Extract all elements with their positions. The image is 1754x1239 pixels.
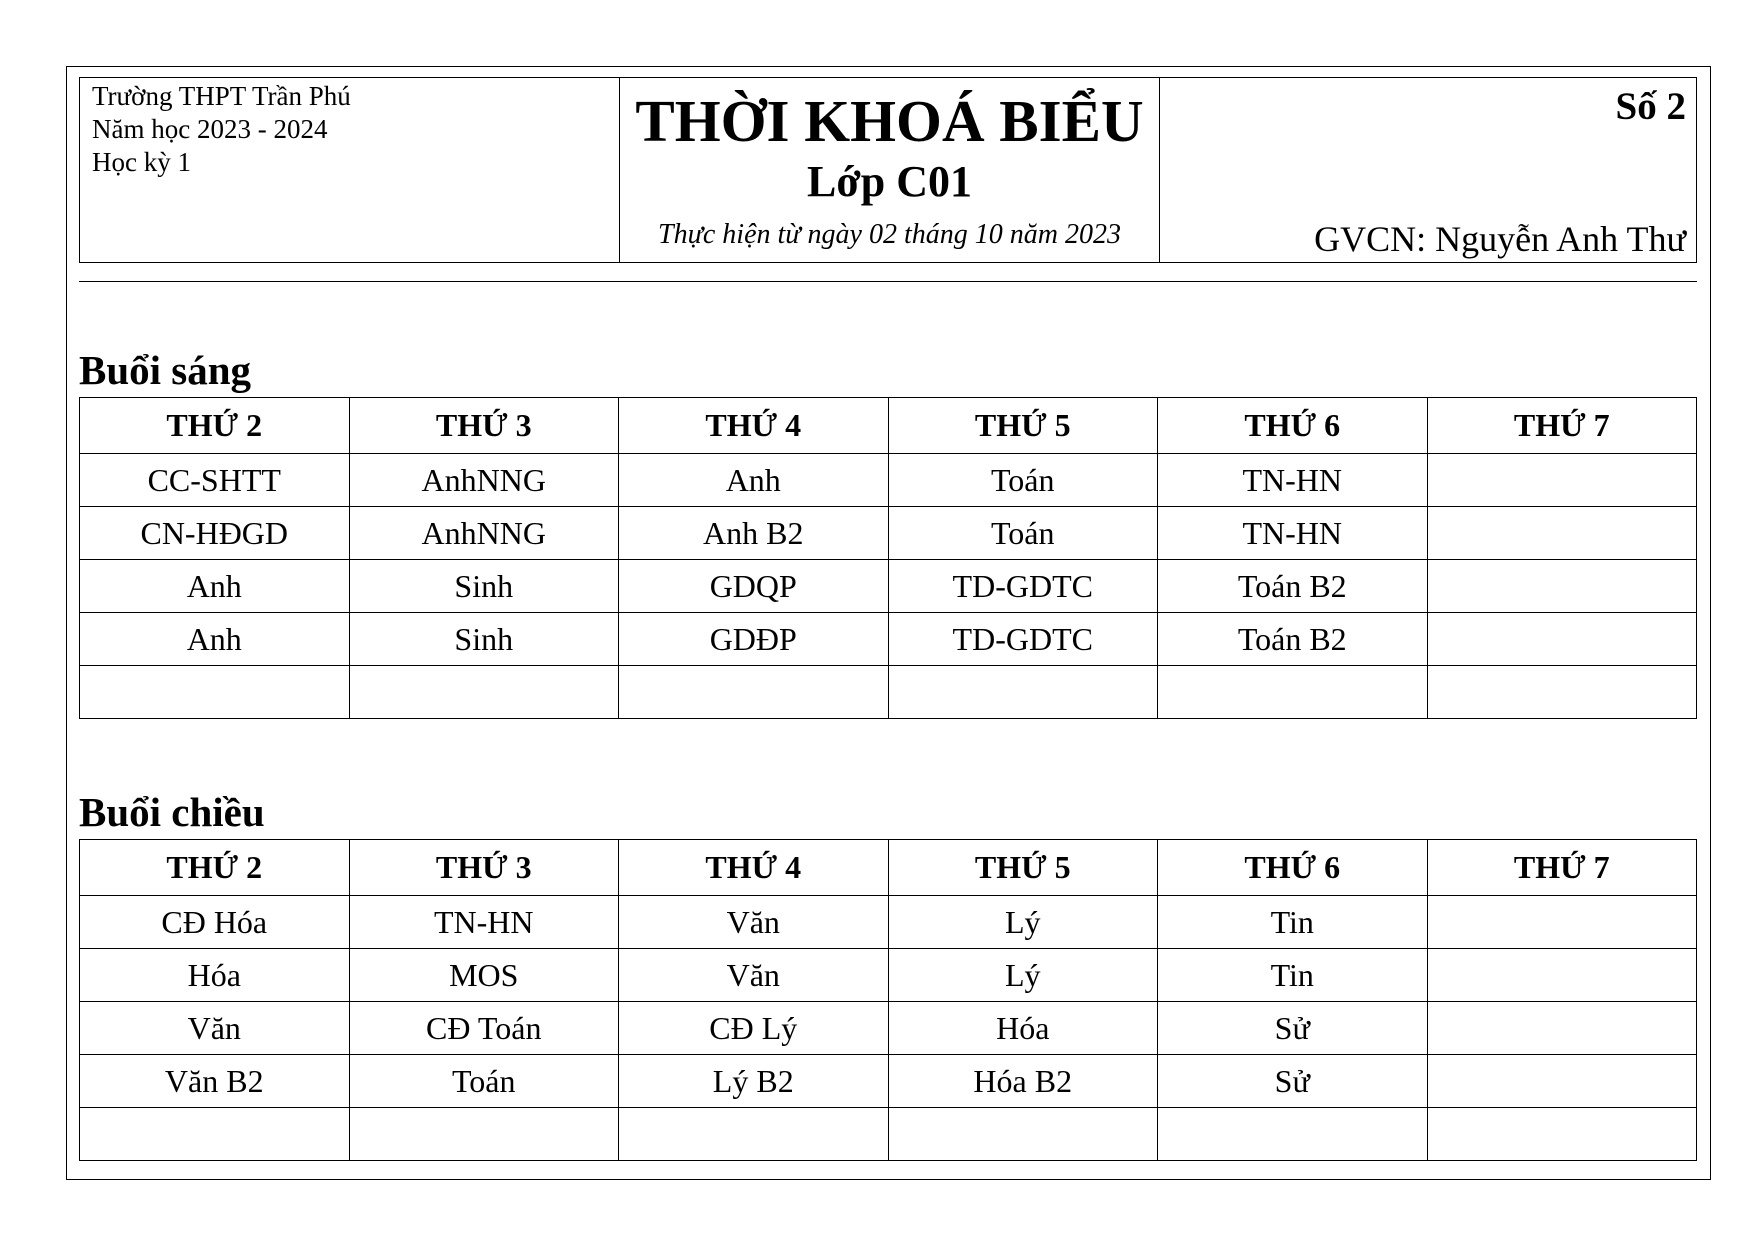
period-row — [80, 560, 1697, 613]
subject-cell — [1427, 1108, 1697, 1161]
day-header: THỨ 2 — [80, 398, 350, 454]
day-header: THỨ 4 — [619, 398, 889, 454]
school-term: Học kỳ 1 — [92, 147, 191, 177]
subject-cell — [1427, 949, 1697, 1002]
subject-cell: Anh — [80, 613, 350, 666]
period-row — [80, 613, 1697, 666]
subject-cell: Hóa — [888, 1002, 1158, 1055]
subject-cell: CĐ Toán — [349, 1002, 619, 1055]
subject-cell: Lý — [888, 896, 1158, 949]
page-title: THỜI KHOÁ BIỂU — [635, 88, 1144, 154]
period-row — [80, 1108, 1697, 1161]
subject-cell: Toán — [349, 1055, 619, 1108]
subject-cell — [349, 666, 619, 719]
subject-cell — [80, 666, 350, 719]
subject-cell: TN-HN — [1158, 454, 1428, 507]
period-row — [80, 1002, 1697, 1055]
period-row — [80, 454, 1697, 507]
school-year: Năm học 2023 - 2024 — [92, 114, 328, 144]
subject-cell: Toán B2 — [1158, 560, 1428, 613]
afternoon-timetable — [79, 839, 1697, 1161]
header-row — [80, 398, 1697, 454]
subject-cell: TD-GDTC — [888, 560, 1158, 613]
morning-session-title: Buổi sáng — [79, 347, 252, 393]
day-header: THỨ 7 — [1427, 840, 1697, 896]
day-header: THỨ 6 — [1158, 398, 1428, 454]
subject-cell: Văn — [619, 949, 889, 1002]
subject-cell: Sinh — [349, 560, 619, 613]
subject-cell: Toán B2 — [1158, 613, 1428, 666]
day-header: THỨ 5 — [888, 398, 1158, 454]
subject-cell — [1427, 507, 1697, 560]
period-row — [80, 949, 1697, 1002]
subject-cell: Hóa — [80, 949, 350, 1002]
subject-cell — [888, 1108, 1158, 1161]
subject-cell: MOS — [349, 949, 619, 1002]
afternoon-session-title: Buổi chiều — [79, 789, 265, 835]
subject-cell: AnhNNG — [349, 454, 619, 507]
subject-cell: Sử — [1158, 1055, 1428, 1108]
day-header: THỨ 3 — [349, 840, 619, 896]
class-name: Lớp C01 — [807, 157, 972, 206]
subject-cell: Văn B2 — [80, 1055, 350, 1108]
period-row — [80, 507, 1697, 560]
subject-cell: Tin — [1158, 949, 1428, 1002]
subject-cell: CĐ Lý — [619, 1002, 889, 1055]
day-header: THỨ 3 — [349, 398, 619, 454]
subject-cell — [1158, 1108, 1428, 1161]
subject-cell: GDĐP — [619, 613, 889, 666]
day-header: THỨ 4 — [619, 840, 889, 896]
subject-cell: Lý B2 — [619, 1055, 889, 1108]
subject-cell — [1427, 666, 1697, 719]
subject-cell — [349, 1108, 619, 1161]
morning-timetable — [79, 397, 1697, 719]
period-row — [80, 896, 1697, 949]
subject-cell — [1427, 1002, 1697, 1055]
period-row — [80, 1055, 1697, 1108]
period-row — [80, 666, 1697, 719]
subject-cell — [888, 666, 1158, 719]
header-row — [80, 840, 1697, 896]
subject-cell: Toán — [888, 507, 1158, 560]
document-info — [1159, 78, 1696, 262]
subject-cell: CC-SHTT — [80, 454, 350, 507]
subject-cell: Sử — [1158, 1002, 1428, 1055]
subject-cell: Toán — [888, 454, 1158, 507]
subject-cell: Văn — [80, 1002, 350, 1055]
day-header: THỨ 2 — [80, 840, 350, 896]
subject-cell: TD-GDTC — [888, 613, 1158, 666]
subject-cell: Lý — [888, 949, 1158, 1002]
subject-cell — [1427, 1055, 1697, 1108]
subject-cell — [619, 666, 889, 719]
subject-cell — [1158, 666, 1428, 719]
document-number: Số 2 — [1615, 85, 1686, 128]
subject-cell — [1427, 613, 1697, 666]
school-info — [80, 78, 619, 262]
subject-cell — [1427, 560, 1697, 613]
subject-cell: Sinh — [349, 613, 619, 666]
subject-cell: Anh B2 — [619, 507, 889, 560]
subject-cell: CĐ Hóa — [80, 896, 350, 949]
subject-cell: Văn — [619, 896, 889, 949]
subject-cell: TN-HN — [349, 896, 619, 949]
subject-cell — [619, 1108, 889, 1161]
day-header: THỨ 6 — [1158, 840, 1428, 896]
subject-cell: Hóa B2 — [888, 1055, 1158, 1108]
subject-cell — [80, 1108, 350, 1161]
homeroom-teacher: GVCN: Nguyễn Anh Thư — [1314, 219, 1686, 259]
subject-cell: TN-HN — [1158, 507, 1428, 560]
effective-date: Thực hiện từ ngày 02 tháng 10 năm 2023 — [658, 219, 1121, 250]
day-header: THỨ 5 — [888, 840, 1158, 896]
subject-cell — [1427, 454, 1697, 507]
subject-cell: Anh — [619, 454, 889, 507]
timetable-header — [79, 77, 1697, 263]
subject-cell: AnhNNG — [349, 507, 619, 560]
title-block — [619, 78, 1159, 262]
subject-cell: GDQP — [619, 560, 889, 613]
day-header: THỨ 7 — [1427, 398, 1697, 454]
subject-cell: CN-HĐGD — [80, 507, 350, 560]
header-divider — [79, 281, 1697, 282]
school-name: Trường THPT Trần Phú — [92, 81, 351, 111]
subject-cell: Tin — [1158, 896, 1428, 949]
subject-cell — [1427, 896, 1697, 949]
subject-cell: Anh — [80, 560, 350, 613]
